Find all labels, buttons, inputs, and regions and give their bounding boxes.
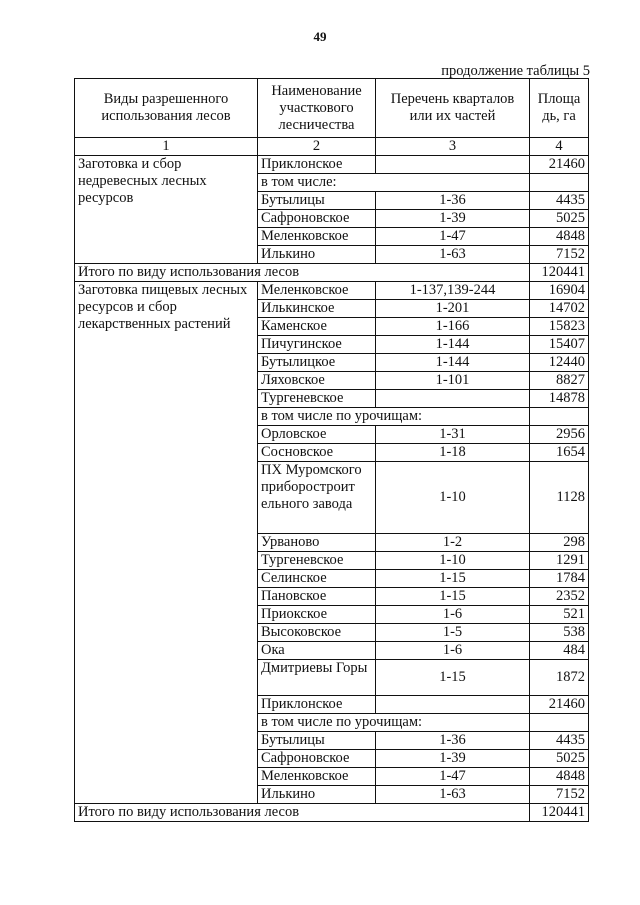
area: 5025 bbox=[530, 750, 589, 768]
quarters: 1-6 bbox=[376, 606, 530, 624]
forestry-name: Приокское bbox=[258, 606, 376, 624]
forestry-name: Ляховское bbox=[258, 372, 376, 390]
quarters: 1-2 bbox=[376, 534, 530, 552]
area: 2352 bbox=[530, 588, 589, 606]
subhead-text: в том числе по урочищам: bbox=[258, 714, 530, 732]
forestry-name: Каменское bbox=[258, 318, 376, 336]
area bbox=[530, 174, 589, 192]
area: 1128 bbox=[530, 462, 589, 534]
area: 5025 bbox=[530, 210, 589, 228]
col-number: 4 bbox=[530, 138, 589, 156]
quarters: 1-144 bbox=[376, 336, 530, 354]
header-area: Площа дь, га bbox=[530, 79, 589, 138]
quarters bbox=[376, 156, 530, 174]
quarters: 1-5 bbox=[376, 624, 530, 642]
quarters: 1-39 bbox=[376, 210, 530, 228]
area: 538 bbox=[530, 624, 589, 642]
forestry-name: Сосновское bbox=[258, 444, 376, 462]
col-number: 2 bbox=[258, 138, 376, 156]
forestry-name: Приклонское bbox=[258, 156, 376, 174]
total-value: 120441 bbox=[530, 804, 589, 822]
total-row bbox=[75, 804, 589, 822]
forest-use-table bbox=[74, 78, 589, 822]
area: 4435 bbox=[530, 732, 589, 750]
area: 1654 bbox=[530, 444, 589, 462]
table-body bbox=[75, 138, 589, 822]
area: 16904 bbox=[530, 282, 589, 300]
forestry-name: Меленковское bbox=[258, 282, 376, 300]
total-value: 120441 bbox=[530, 264, 589, 282]
quarters: 1-15 bbox=[376, 570, 530, 588]
quarters: 1-10 bbox=[376, 552, 530, 570]
area: 15407 bbox=[530, 336, 589, 354]
area: 4848 bbox=[530, 228, 589, 246]
quarters: 1-47 bbox=[376, 768, 530, 786]
table-row bbox=[75, 282, 589, 300]
forestry-name: Илькинское bbox=[258, 300, 376, 318]
quarters: 1-39 bbox=[376, 750, 530, 768]
forestry-name: Меленковское bbox=[258, 768, 376, 786]
header-row bbox=[75, 79, 589, 138]
quarters: 1-36 bbox=[376, 192, 530, 210]
quarters: 1-6 bbox=[376, 642, 530, 660]
empty-cell bbox=[530, 714, 589, 732]
quarters: 1-144 bbox=[376, 354, 530, 372]
area: 1872 bbox=[530, 660, 589, 696]
col-number: 1 bbox=[75, 138, 258, 156]
quarters: 1-63 bbox=[376, 246, 530, 264]
forestry-name: Пичугинское bbox=[258, 336, 376, 354]
header-use-type: Виды разрешенного использования лесов bbox=[75, 79, 258, 138]
forestry-name: Бутылицкое bbox=[258, 354, 376, 372]
forestry-name: Высоковское bbox=[258, 624, 376, 642]
forestry-name: ПХ Муромского приборостроит ельного завода bbox=[258, 462, 376, 534]
total-label: Итого по виду использования лесов bbox=[75, 804, 530, 822]
subhead-text: в том числе по урочищам: bbox=[258, 408, 530, 426]
forestry-name: Пановское bbox=[258, 588, 376, 606]
empty-cell bbox=[530, 408, 589, 426]
area: 7152 bbox=[530, 246, 589, 264]
quarters: 1-137,139-244 bbox=[376, 282, 530, 300]
column-number-row bbox=[75, 138, 589, 156]
quarters: 1-10 bbox=[376, 462, 530, 534]
forestry-name: Бутылицы bbox=[258, 732, 376, 750]
area: 7152 bbox=[530, 786, 589, 804]
quarters: 1-15 bbox=[376, 588, 530, 606]
area: 21460 bbox=[530, 156, 589, 174]
quarters: 1-36 bbox=[376, 732, 530, 750]
area: 8827 bbox=[530, 372, 589, 390]
forestry-name: Дмитриевы Горы bbox=[258, 660, 376, 696]
forestry-name: Тургеневское bbox=[258, 552, 376, 570]
header-forestry: Наименование участкового лесничества bbox=[258, 79, 376, 138]
forestry-name: Ока bbox=[258, 642, 376, 660]
forestry-name: Меленковское bbox=[258, 228, 376, 246]
forestry-name: Илькино bbox=[258, 246, 376, 264]
subhead-text: в том числе: bbox=[258, 174, 530, 192]
quarters: 1-47 bbox=[376, 228, 530, 246]
forestry-name: Орловское bbox=[258, 426, 376, 444]
forestry-name: Урваново bbox=[258, 534, 376, 552]
table-row bbox=[75, 156, 589, 174]
forestry-name: Селинское bbox=[258, 570, 376, 588]
area: 15823 bbox=[530, 318, 589, 336]
area: 298 bbox=[530, 534, 589, 552]
area: 4848 bbox=[530, 768, 589, 786]
area: 4435 bbox=[530, 192, 589, 210]
forestry-name: Илькино bbox=[258, 786, 376, 804]
col-number: 3 bbox=[376, 138, 530, 156]
use-type: Заготовка пищевых лесных ресурсов и сбор лекарственных растений bbox=[75, 282, 258, 804]
area: 484 bbox=[530, 642, 589, 660]
quarters: 1-31 bbox=[376, 426, 530, 444]
forestry-name: Бутылицы bbox=[258, 192, 376, 210]
area: 521 bbox=[530, 606, 589, 624]
quarters: 1-201 bbox=[376, 300, 530, 318]
total-row bbox=[75, 264, 589, 282]
forestry-name: Сафроновское bbox=[258, 750, 376, 768]
page-number: 49 bbox=[313, 29, 327, 44]
table-caption: продолжение таблицы 5 bbox=[441, 63, 590, 79]
total-label: Итого по виду использования лесов bbox=[75, 264, 530, 282]
area: 1784 bbox=[530, 570, 589, 588]
forestry-name: Тургеневское bbox=[258, 390, 376, 408]
quarters: 1-101 bbox=[376, 372, 530, 390]
header-quarters: Перечень кварталов или их частей bbox=[376, 79, 530, 138]
quarters bbox=[376, 696, 530, 714]
quarters: 1-166 bbox=[376, 318, 530, 336]
quarters bbox=[376, 390, 530, 408]
area: 14878 bbox=[530, 390, 589, 408]
area: 21460 bbox=[530, 696, 589, 714]
forestry-name: Сафроновское bbox=[258, 210, 376, 228]
forestry-name: Приклонское bbox=[258, 696, 376, 714]
quarters: 1-18 bbox=[376, 444, 530, 462]
quarters: 1-63 bbox=[376, 786, 530, 804]
area: 2956 bbox=[530, 426, 589, 444]
area: 14702 bbox=[530, 300, 589, 318]
use-type: Заготовка и сбор недревесных лесных ресурсов bbox=[75, 156, 258, 264]
quarters: 1-15 bbox=[376, 660, 530, 696]
area: 12440 bbox=[530, 354, 589, 372]
area: 1291 bbox=[530, 552, 589, 570]
